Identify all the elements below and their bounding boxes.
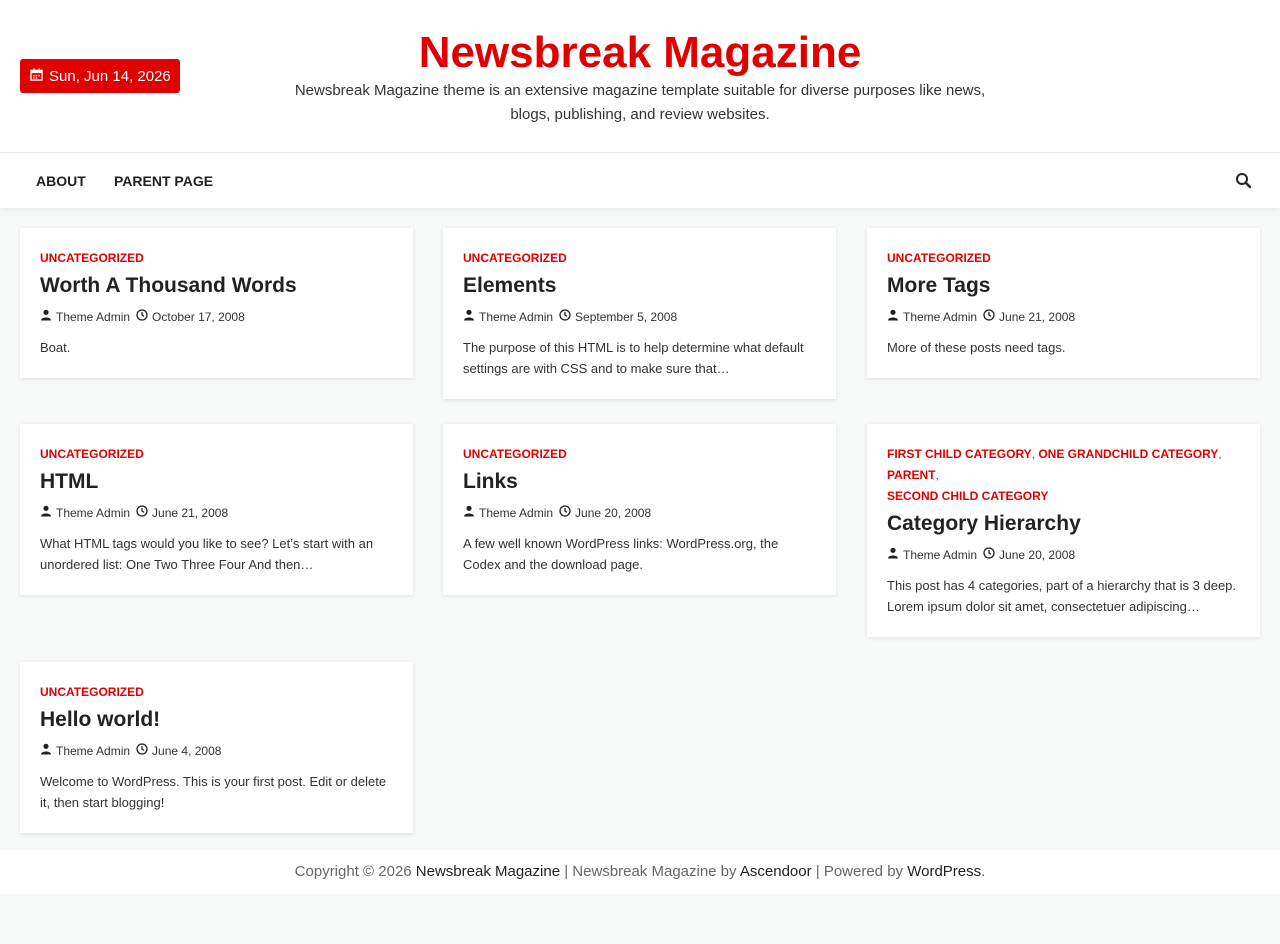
post-title[interactable]: Category Hierarchy bbox=[887, 512, 1081, 535]
post-meta bbox=[40, 309, 393, 325]
category-link[interactable]: PARENT bbox=[887, 468, 936, 482]
post-author[interactable]: Theme Admin bbox=[903, 310, 978, 324]
post-author[interactable]: Theme Admin bbox=[903, 548, 978, 562]
clock-icon bbox=[983, 309, 995, 325]
footer-theme-credit: | Newsbreak Magazine by bbox=[560, 863, 740, 880]
site-description: Newsbreak Magazine theme is an extensive magazine template suitable for diverse purposes like news, blogs, publishing, and review websites. bbox=[294, 82, 986, 123]
post-excerpt: Welcome to WordPress. This is your first post. Edit or delete it, then start blogging! bbox=[40, 774, 387, 810]
post-categories: FIRST CHILD CATEGORY, ONE GRANDCHILD CATEGORY, PARENT, SECOND CHILD CATEGORY bbox=[887, 447, 1222, 503]
post-card bbox=[20, 662, 413, 833]
post-categories bbox=[463, 248, 816, 269]
post-excerpt: This post has 4 categories, part of a hierarchy that is 3 deep. Lorem ipsum dolor sit amet, consectetuer adipiscing… bbox=[887, 578, 1237, 614]
clock-icon bbox=[136, 743, 148, 759]
post-meta bbox=[887, 547, 1240, 563]
main-navigation bbox=[0, 152, 1280, 208]
user-icon bbox=[887, 309, 899, 325]
category-link[interactable]: UNCATEGORIZED bbox=[887, 251, 991, 265]
footer-period: . bbox=[981, 863, 986, 880]
post-card bbox=[867, 424, 1260, 637]
post-card bbox=[443, 228, 836, 399]
post-meta bbox=[463, 309, 816, 325]
post-author[interactable]: Theme Admin bbox=[56, 506, 131, 520]
category-link[interactable]: UNCATEGORIZED bbox=[40, 685, 144, 699]
post-title[interactable]: Links bbox=[463, 470, 518, 493]
post-meta bbox=[463, 505, 816, 521]
post-title[interactable]: Elements bbox=[463, 274, 557, 297]
post-date[interactable]: October 17, 2008 bbox=[152, 310, 245, 324]
footer-author-link[interactable]: Ascendoor bbox=[739, 863, 812, 880]
site-footer bbox=[0, 850, 1280, 894]
category-link[interactable]: FIRST CHILD CATEGORY bbox=[887, 447, 1032, 461]
nav-item-parent-page[interactable]: PARENT PAGE bbox=[114, 172, 214, 189]
clock-icon bbox=[136, 505, 148, 521]
post-title[interactable]: Worth A Thousand Words bbox=[40, 274, 297, 297]
post-excerpt: What HTML tags would you like to see? Let’s start with an unordered list: One Two Three Four And then… bbox=[40, 536, 374, 572]
category-link[interactable]: UNCATEGORIZED bbox=[40, 447, 144, 461]
post-author[interactable]: Theme Admin bbox=[479, 506, 554, 520]
post-excerpt: The purpose of this HTML is to help determine what default settings are with CSS and to make sure that… bbox=[463, 340, 804, 376]
post-categories bbox=[40, 682, 393, 703]
post-categories bbox=[40, 248, 393, 269]
user-icon bbox=[887, 547, 899, 563]
user-icon bbox=[40, 309, 52, 325]
user-icon bbox=[40, 743, 52, 759]
post-author[interactable]: Theme Admin bbox=[479, 310, 554, 324]
site-header bbox=[0, 0, 1280, 152]
category-link[interactable]: UNCATEGORIZED bbox=[463, 447, 567, 461]
category-link[interactable]: UNCATEGORIZED bbox=[40, 251, 144, 265]
post-card bbox=[20, 424, 413, 595]
footer-site-link[interactable]: Newsbreak Magazine bbox=[415, 863, 561, 880]
post-date[interactable]: June 20, 2008 bbox=[999, 548, 1076, 562]
post-date[interactable]: June 4, 2008 bbox=[152, 744, 222, 758]
post-date[interactable]: September 5, 2008 bbox=[575, 310, 678, 324]
footer-powered-by: | Powered by bbox=[811, 863, 908, 880]
post-title[interactable]: HTML bbox=[40, 470, 99, 493]
post-categories bbox=[887, 248, 1240, 269]
site-title[interactable]: Newsbreak Magazine bbox=[418, 28, 862, 77]
post-title[interactable]: Hello world! bbox=[40, 708, 161, 731]
search-icon[interactable] bbox=[1234, 171, 1254, 191]
post-categories bbox=[40, 444, 393, 465]
post-date[interactable]: June 21, 2008 bbox=[152, 506, 229, 520]
footer-copyright: Copyright © 2026 bbox=[294, 863, 412, 880]
post-categories bbox=[463, 444, 816, 465]
post-date[interactable]: June 21, 2008 bbox=[999, 310, 1076, 324]
post-date[interactable]: June 20, 2008 bbox=[575, 506, 652, 520]
post-meta bbox=[40, 743, 393, 759]
post-meta bbox=[40, 505, 393, 521]
date-text: Sun, Jun 14, 2026 bbox=[49, 67, 171, 85]
clock-icon bbox=[983, 547, 995, 563]
category-link[interactable]: UNCATEGORIZED bbox=[463, 251, 567, 265]
post-card bbox=[867, 228, 1260, 378]
post-meta bbox=[887, 309, 1240, 325]
category-link[interactable]: ONE GRANDCHILD CATEGORY bbox=[1038, 447, 1219, 461]
footer-wordpress-link[interactable]: WordPress bbox=[907, 863, 982, 880]
post-excerpt: Boat. bbox=[40, 340, 71, 355]
post-title[interactable]: More Tags bbox=[887, 274, 991, 297]
post-excerpt: More of these posts need tags. bbox=[887, 340, 1066, 355]
post-author[interactable]: Theme Admin bbox=[56, 744, 131, 758]
user-icon bbox=[463, 505, 475, 521]
clock-icon bbox=[136, 309, 148, 325]
post-card bbox=[443, 424, 836, 595]
user-icon bbox=[40, 505, 52, 521]
clock-icon bbox=[559, 309, 571, 325]
category-link[interactable]: SECOND CHILD CATEGORY bbox=[887, 489, 1049, 503]
user-icon bbox=[463, 309, 475, 325]
post-excerpt: A few well known WordPress links: WordPress.org, the Codex and the download page. bbox=[463, 536, 779, 572]
nav-item-about[interactable]: ABOUT bbox=[36, 172, 86, 189]
post-card bbox=[20, 228, 413, 378]
clock-icon bbox=[559, 505, 571, 521]
post-author[interactable]: Theme Admin bbox=[56, 310, 131, 324]
